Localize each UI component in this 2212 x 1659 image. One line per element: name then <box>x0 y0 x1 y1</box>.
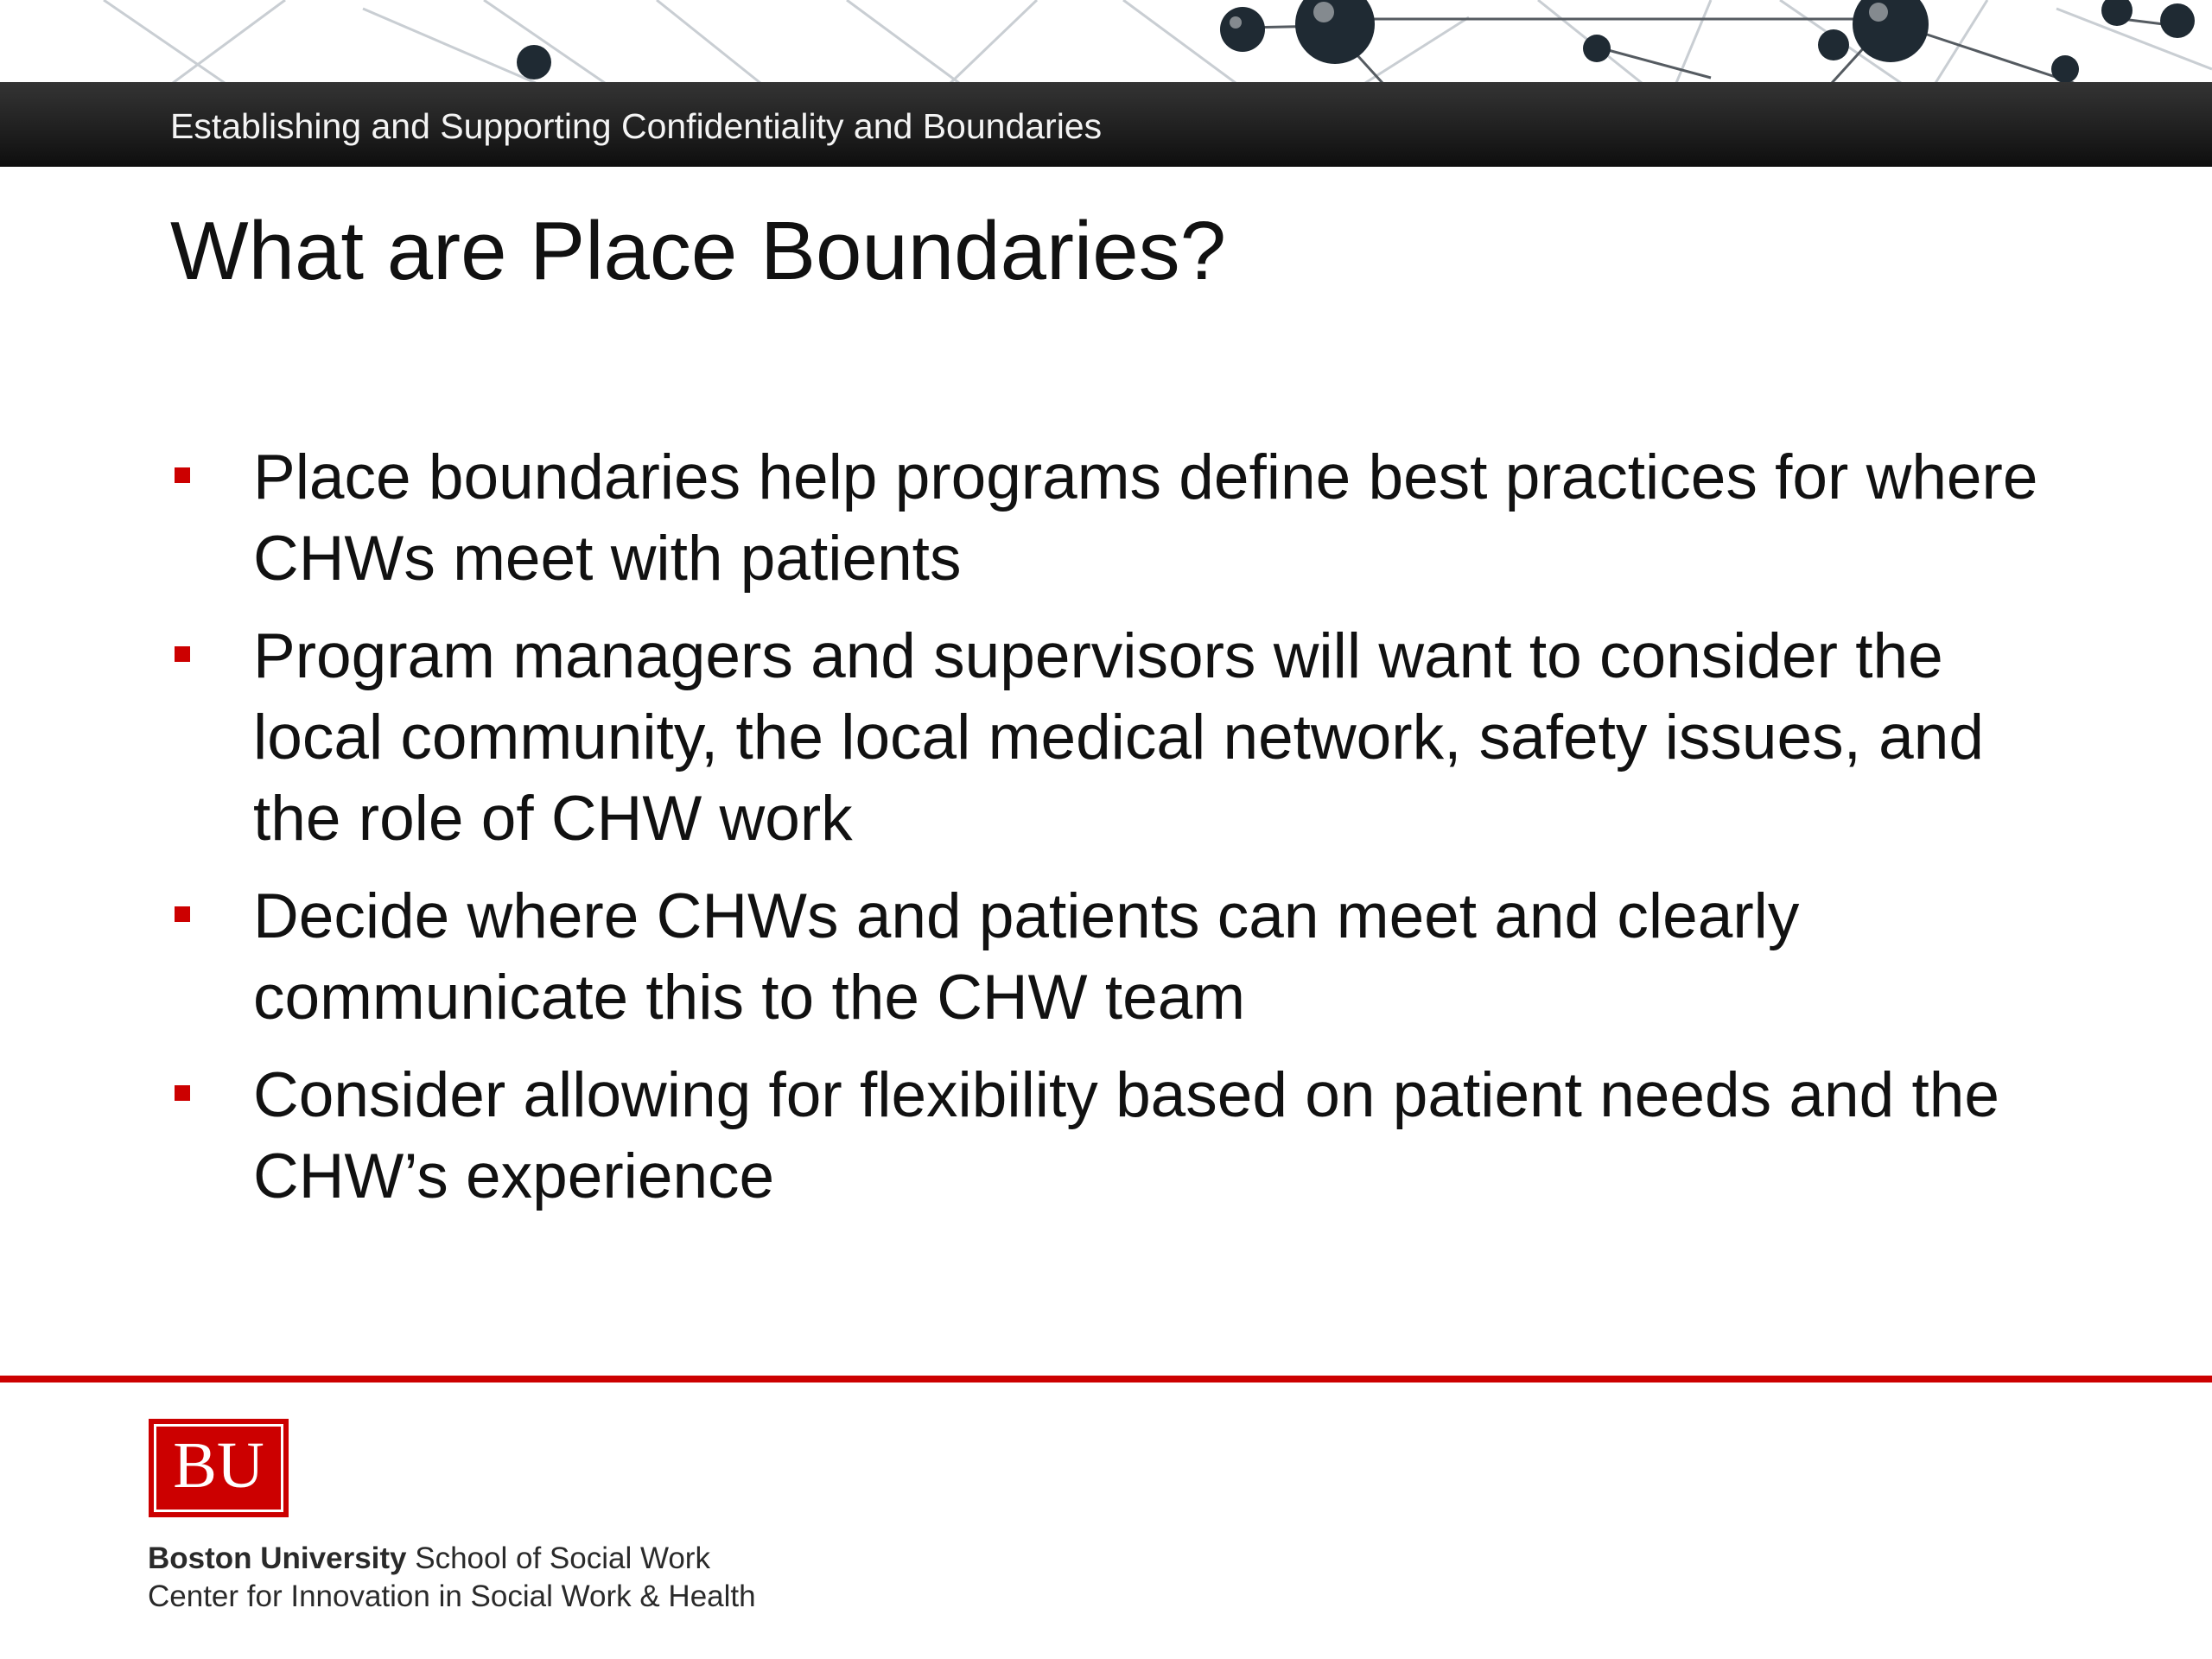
bullet-item <box>170 616 2054 860</box>
square-bullet-icon <box>175 906 190 922</box>
network-graphic <box>0 0 2212 83</box>
bullet-text: Place boundaries help programs define best practices for where CHWs meet with patients <box>253 442 2038 594</box>
center-name: Center for Innovation in Social Work & Health <box>148 1580 756 1613</box>
footer-divider <box>0 1376 2212 1382</box>
school-name: School of Social Work <box>415 1541 710 1575</box>
university-name: Boston University <box>148 1541 407 1575</box>
square-bullet-icon <box>175 646 190 662</box>
bu-logo-text: BU <box>173 1429 264 1502</box>
bullet-text: Program managers and supervisors will want to consider the local community, the local medical network, safety issues, and the role of CHW work <box>253 621 1984 854</box>
bu-logo <box>149 1419 289 1517</box>
slide-title: What are Place Boundaries? <box>170 205 1227 297</box>
bullet-text: Decide where CHWs and patients can meet and clearly communicate this to the CHW team <box>253 881 1800 1033</box>
bullet-item <box>170 876 2054 1039</box>
bullet-list <box>170 437 2054 1234</box>
square-bullet-icon <box>175 467 190 483</box>
bullet-item <box>170 1055 2054 1217</box>
banner-text: Establishing and Supporting Confidentiality and Boundaries <box>170 106 1103 146</box>
square-bullet-icon <box>175 1085 190 1101</box>
footer-institution <box>148 1541 710 1577</box>
bullet-text: Consider allowing for flexibility based on patient needs and the CHW’s experience <box>253 1060 1999 1211</box>
bullet-item <box>170 437 2054 600</box>
